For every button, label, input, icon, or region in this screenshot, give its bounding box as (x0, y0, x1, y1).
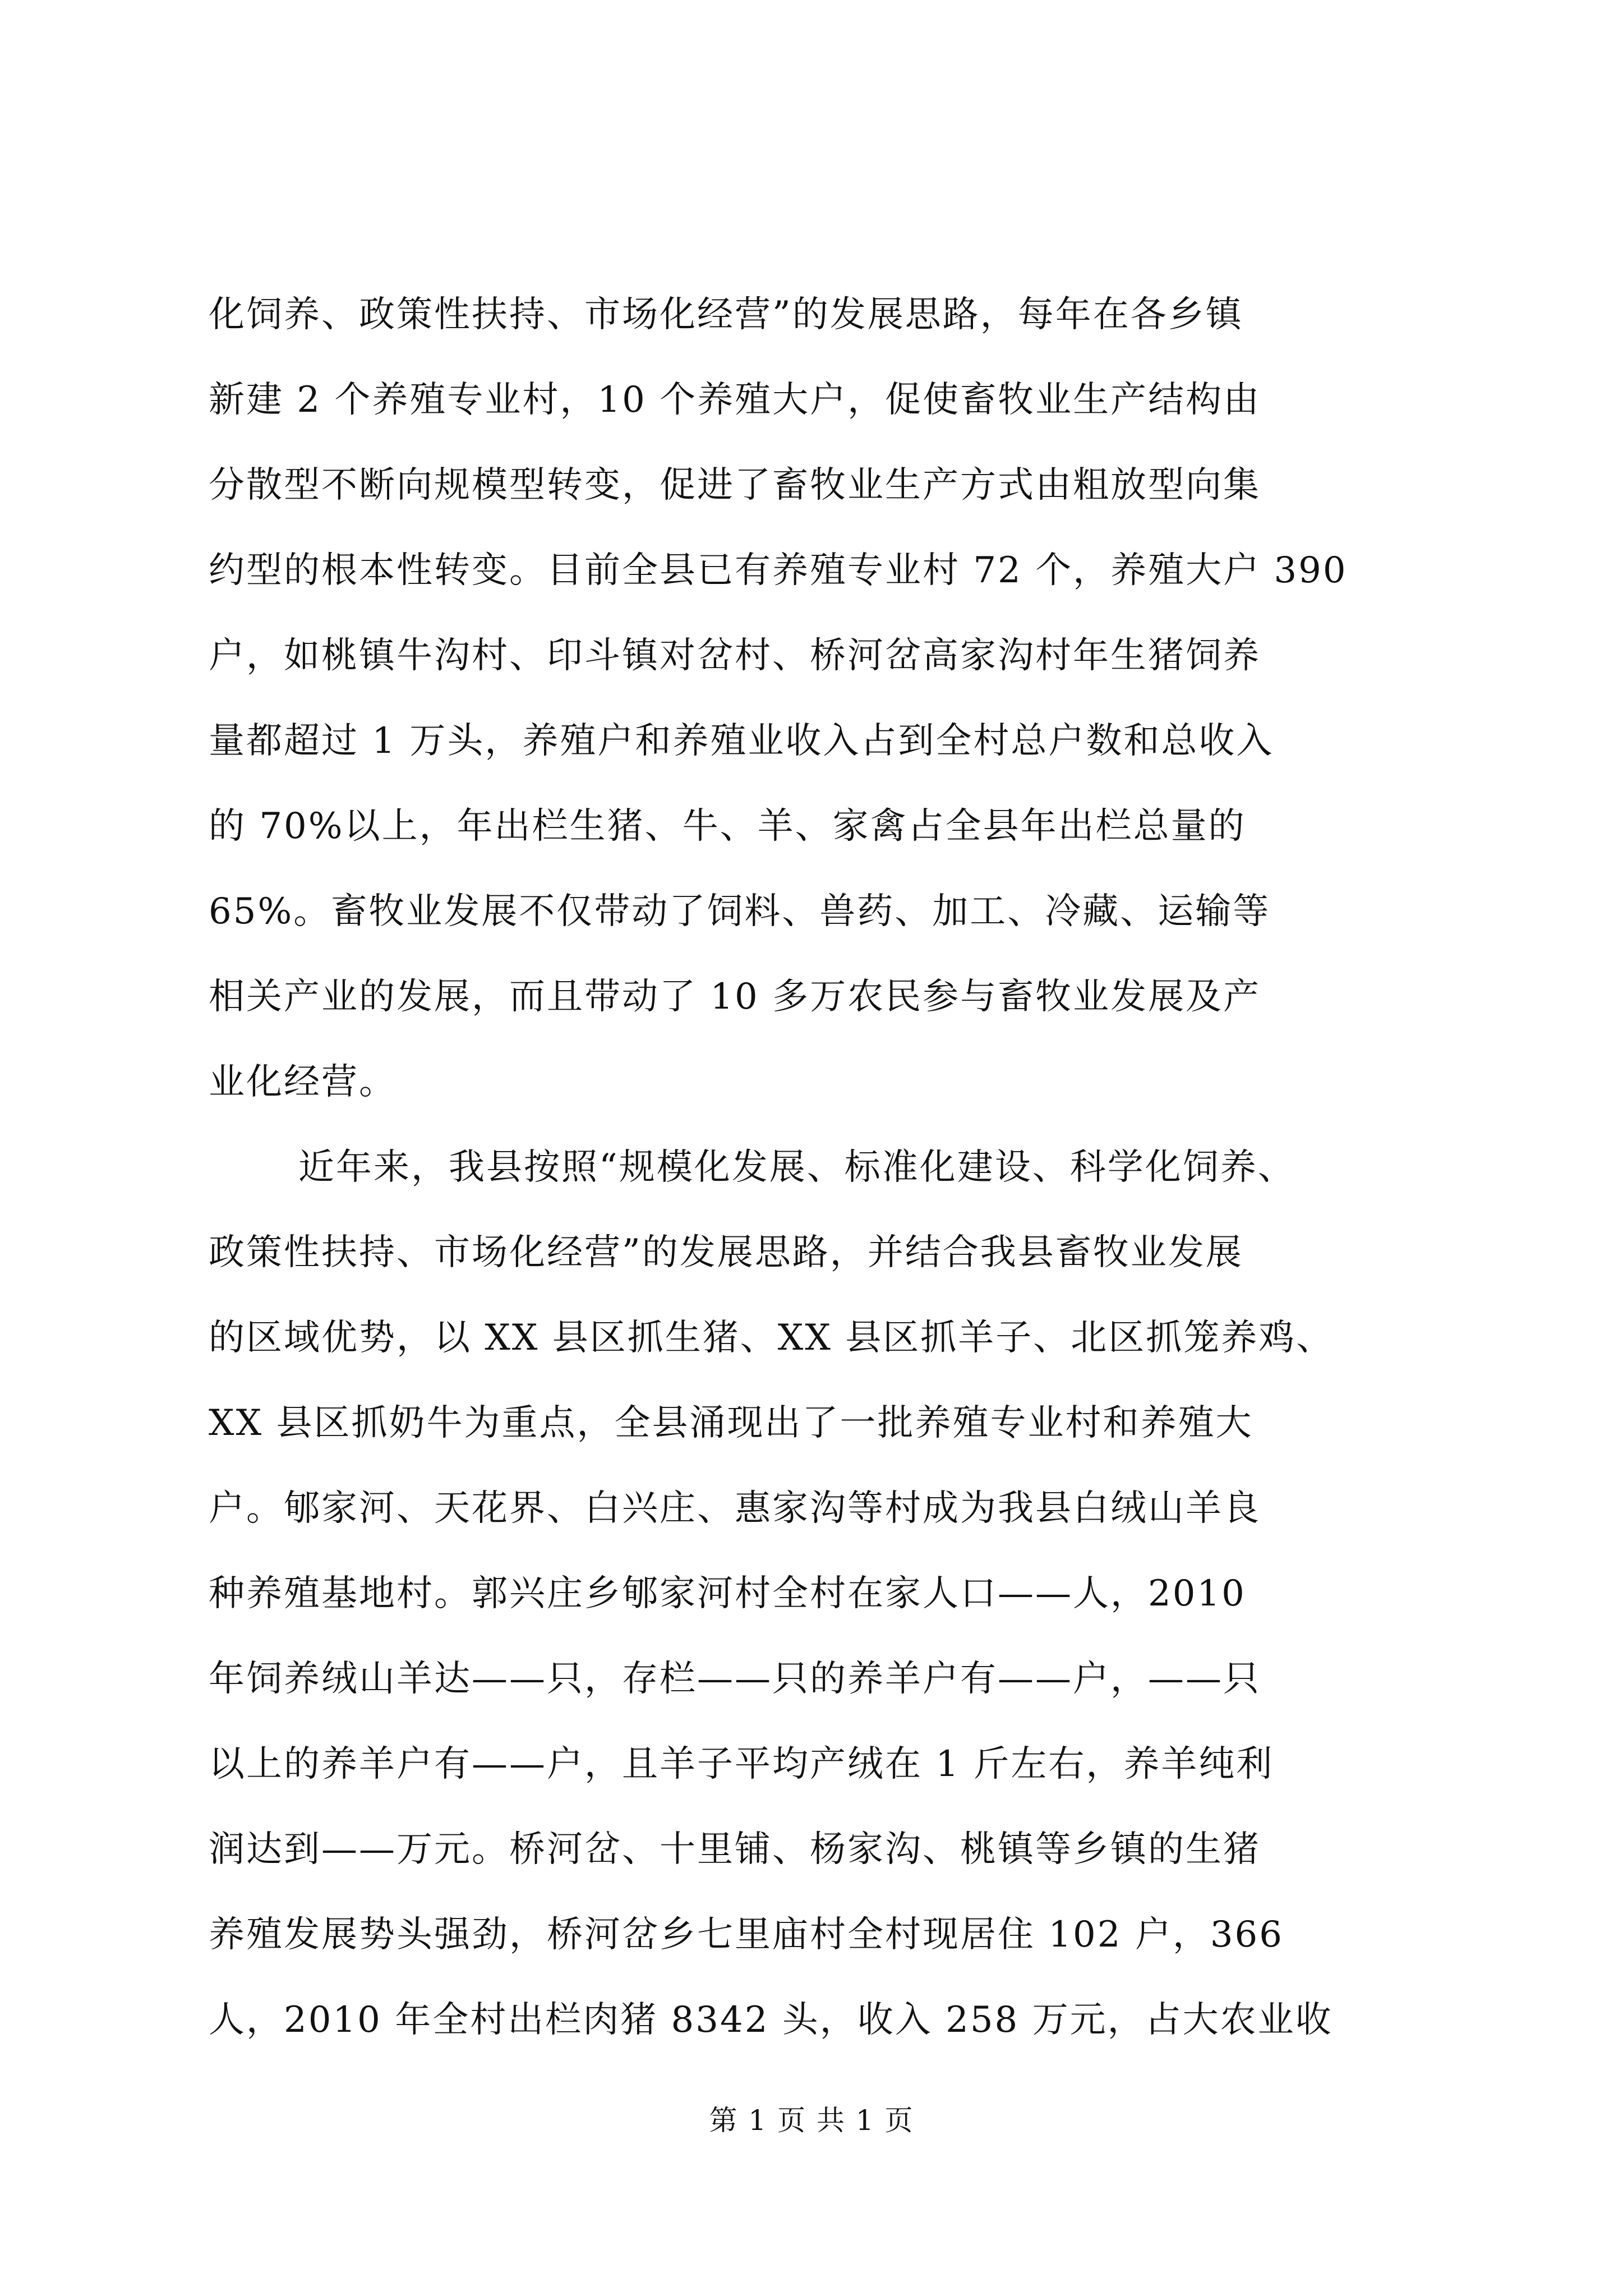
text-line: 相关产业的发展，而且带动了 10 多万农民参与畜牧业发展及产 (209, 976, 1261, 1018)
text-line: 的 70%以上，年出栏生猪、牛、羊、家禽占全县年出栏总量的 (209, 806, 1246, 847)
text-line: 户，如桃镇牛沟村、印斗镇对岔村、桥河岔高家沟村年生猪饲养 (209, 635, 1261, 677)
text-line: 户。郇家河、天花界、白兴庄、惠家沟等村成为我县白绒山羊良 (209, 1488, 1261, 1529)
text-line: 量都超过 1 万头，养殖户和养殖业收入占到全村总户数和总收入 (209, 720, 1274, 762)
text-line: 分散型不断向规模型转变，促进了畜牧业生产方式由粗放型向集 (209, 464, 1261, 506)
text-line: 政策性扶持、市场化经营”的发展思路，并结合我县畜牧业发展 (209, 1232, 1243, 1273)
text-line: 化饲养、政策性扶持、市场化经营”的发展思路，每年在各乡镇 (209, 294, 1243, 335)
body-text (209, 272, 1414, 2063)
page-footer (0, 2101, 1623, 2140)
text-line: 新建 2 个养殖专业村，10 个养殖大户，促使畜牧业生产结构由 (209, 379, 1261, 421)
text-line: 年饲养绒山羊达——只，存栏——只的养羊户有——户，——只 (209, 1658, 1261, 1700)
text-line: 人，2010 年全村出栏肉猪 8342 头，收入 258 万元，占大农业收 (209, 1999, 1333, 2041)
text-line: 65%。畜牧业发展不仅带动了饲料、兽药、加工、冷藏、运输等 (209, 891, 1271, 932)
text-line: 养殖发展势头强劲，桥河岔乡七里庙村全村现居住 102 户，366 (209, 1914, 1284, 1955)
text-line: 业化经营。 (209, 1061, 396, 1103)
paragraph-start-line: 近年来，我县按照“规模化发展、标准化建设、科学化饲养、 (298, 1147, 1295, 1188)
page-number-label: 第 1 页 共 1 页 (709, 2104, 914, 2137)
text-line: 以上的养羊户有——户，且羊子平均产绒在 1 斤左右，养羊纯利 (209, 1743, 1274, 1785)
text-line: 润达到——万元。桥河岔、十里铺、杨家沟、桃镇等乡镇的生猪 (209, 1829, 1261, 1870)
text-line: 约型的根本性转变。目前全县已有养殖专业村 72 个，养殖大户 390 (209, 550, 1348, 591)
text-line: 种养殖基地村。郭兴庄乡郇家河村全村在家人口——人，2010 (209, 1573, 1246, 1614)
text-line: 的区域优势，以 XX 县区抓生猪、XX 县区抓羊子、北区抓笼养鸡、 (209, 1317, 1334, 1359)
text-line: XX 县区抓奶牛为重点，全县涌现出了一批养殖专业村和养殖大 (209, 1402, 1253, 1444)
